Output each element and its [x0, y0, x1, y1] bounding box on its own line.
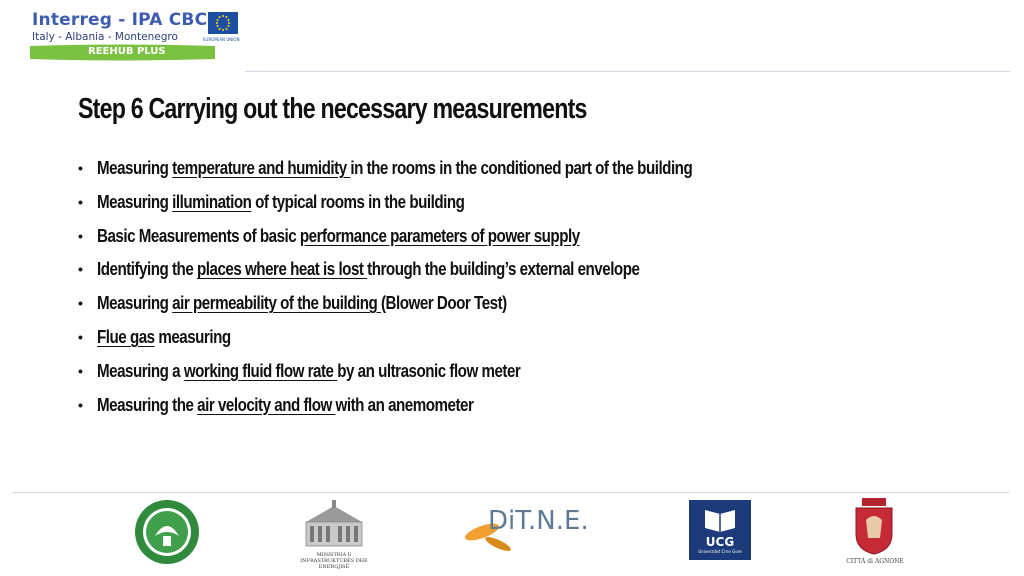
list-item: • Basic Measurements of basic performance parameters of power supply [78, 223, 978, 257]
interreg-logo [30, 10, 245, 66]
underlined-term: temperature and humidity [172, 157, 351, 178]
bullet-icon: • [78, 328, 83, 345]
page-title: Step 6 Carrying out the necessary measurements [78, 93, 587, 125]
bird-logo-icon [133, 498, 201, 566]
list-item: • Measuring illumination of typical rooms in the building [78, 189, 978, 223]
underlined-term: working fluid flow rate [183, 359, 338, 381]
list-item: • Measuring the air velocity and flow with an anemometer [78, 392, 978, 426]
underlined-term: places where heat is lost [197, 258, 368, 280]
underlined-term: air velocity and flow [197, 393, 336, 415]
underlined-term: air permeability of the building [172, 292, 381, 314]
logo-title: Interreg - IPA CBC [32, 10, 208, 30]
bullet-icon: • [78, 396, 83, 413]
bullet-icon: • [78, 295, 83, 312]
bullet-icon: • [78, 362, 83, 379]
book-icon [689, 500, 751, 534]
bullet-icon: • [78, 160, 83, 176]
ucg-label: UCG [705, 535, 735, 549]
ditne-label: DiT.N.E. [488, 506, 589, 536]
agnone-label: CITTÀ di AGNONE [846, 558, 904, 565]
eu-label: EUROPEAN UNION [203, 37, 240, 42]
underlined-term: illumination [172, 190, 252, 212]
bottom-divider [12, 492, 1009, 493]
ministry-label: MINISTRIA E INFRASTRUKTURËS DHE ENERGJISË [300, 552, 368, 570]
logo-subtitle: Italy - Albania - Montenegro [32, 31, 178, 43]
ucg-sublabel: Univerzitet Crne Gore [698, 549, 742, 554]
underlined-term: Flue gas [97, 325, 155, 347]
list-item: • Flue gas measuring [78, 324, 978, 358]
logo-banner-text: REEHUB PLUS [88, 46, 166, 57]
underlined-term: performance parameters of power supply [299, 224, 580, 246]
agnone-crest-icon [852, 498, 896, 556]
bullet-icon: • [78, 193, 83, 210]
bullet-icon: • [78, 227, 83, 244]
list-item: • Identifying the places where heat is lost through the building’s external envelope [78, 256, 978, 290]
list-item: • Measuring air permeability of the building (Blower Door Test) [78, 290, 978, 324]
eu-flag-icon [208, 12, 238, 34]
list-item: • Measuring a working fluid flow rate by an ultrasonic flow meter [78, 358, 978, 392]
bullet-icon: • [78, 261, 83, 278]
top-divider [245, 71, 1010, 72]
list-item: • Measuring temperature and humidity in the rooms in the conditioned part of the building [78, 155, 978, 189]
measurement-list [78, 155, 978, 425]
